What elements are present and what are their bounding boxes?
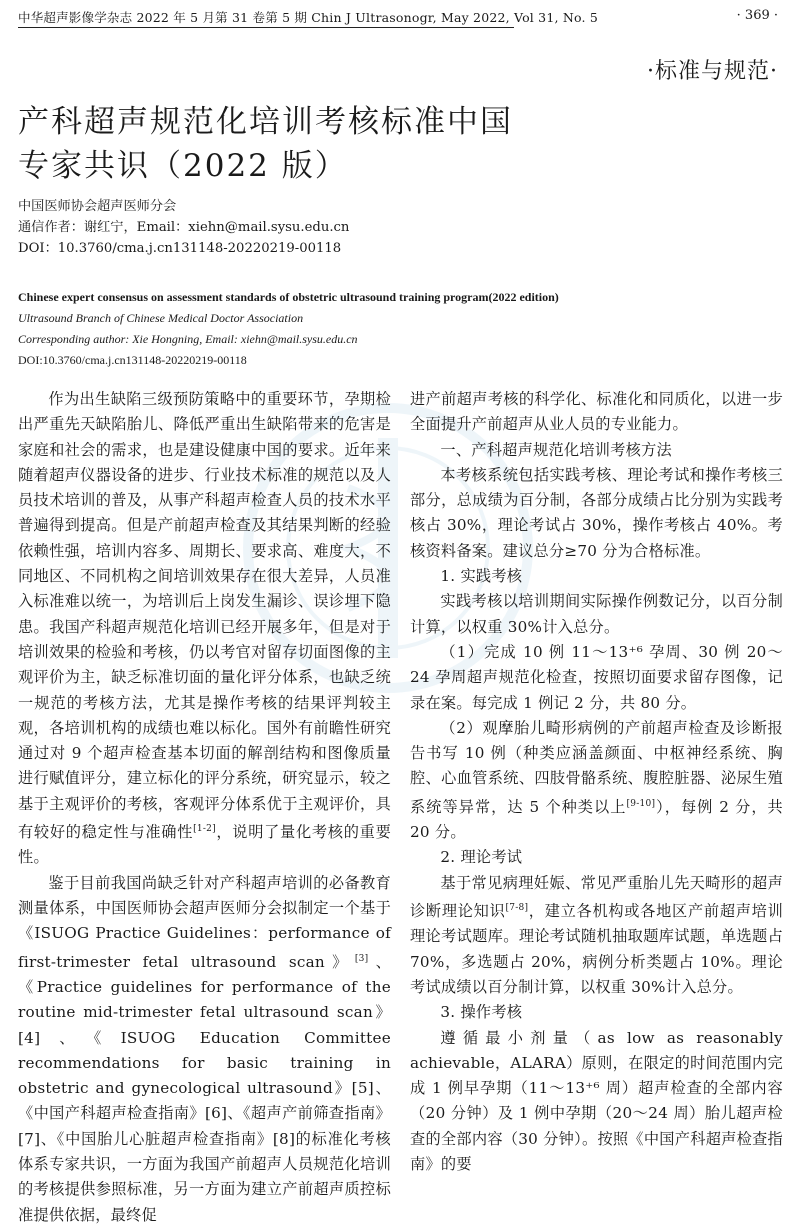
paragraph-text: 本考核系统包括实践考核、理论考试和操作考核三部分，总成绩为百分制，各部分成绩占比分别为实践考核占 30%，理论考试占 30%，操作考核占 40%。考核资料备案。建议总分≥70 分为合格标准。 xyxy=(410,465,783,560)
paragraph-text: 进产前超声考核的科学化、标准化和同质化，以进一步全面提升产前超声从业人员的专业能力。 xyxy=(410,390,783,434)
body-column-right xyxy=(410,387,783,1177)
running-header xyxy=(18,8,778,28)
english-meta xyxy=(18,287,559,371)
citation-ref: [1-2] xyxy=(193,824,216,835)
english-title: Chinese expert consensus on assessment standards of obstetric ultrasound training program(2022 edition) xyxy=(18,290,559,304)
paragraph-tail: ），每例 2 分，共 20 分。 xyxy=(410,797,783,842)
paragraph-tail: ，说明了量化考核的重要性。 xyxy=(18,823,392,867)
author-org: 中国医师协会超声医师分会 xyxy=(18,199,177,214)
paragraph-text: 2. 理论考试 xyxy=(440,848,523,867)
body-paragraph xyxy=(410,387,783,438)
citation-ref: [3] xyxy=(354,953,369,964)
paragraph-text: （1）完成 10 例 11～13⁺⁶ 孕周、30 例 20～24 孕周超声规范化检查，按照切面要求留存图像，记录在案。每完成 1 例记 2 分，共 80 分。 xyxy=(410,642,783,712)
body-paragraph xyxy=(410,463,783,564)
body-paragraph xyxy=(18,871,391,1228)
corresponding-author: 通信作者：谢红宁，Email：xiehn@mail.sysu.edu.cn xyxy=(18,220,350,235)
section-tag: ·标准与规范· xyxy=(647,59,778,84)
page-number: · 369 · xyxy=(736,8,778,23)
body-paragraph xyxy=(410,716,783,846)
body-paragraph xyxy=(410,871,783,1001)
body-paragraph xyxy=(410,564,783,589)
paragraph-text: 实践考核以培训期间实际操作例数记分，以百分制计算，以权重 30%计入总分。 xyxy=(410,592,783,636)
paragraph-text: 作为出生缺陷三级预防策略中的重要环节，孕期检出严重先天缺陷胎儿、降低严重出生缺陷带来的危害是家庭和社会的需求，也是建设健康中国的要求。近年来随着超声仪器设备的进步、行业技术标准的规范以及人员技术培训的普及，从事产科超声检查人员的技术水平普遍得到提高。但是产前超声检查及其结果判断的经验依赖性强，培训内容多、周期长、要求高、难度大，不同地区、不同机构之间培训效果存在很大差异，人员准入标准难以统一，为培训后上岗发生漏诊、误诊埋下隐患。我国产科超声规范化培训已经开展多年，但是对于培训效果的检验和考核，仍以考官对留存切面图像的主观评价为主，缺乏标准切面的量化评分体系，也缺乏统一规范的考核方法，尤其是操作考核的结果评判较主观，各培训机构的成绩也难以标化。国外有前瞻性研究通过对 9 个超声检查基本切面的解剖结构和图像质量进行赋值评分，建立标化的评分系统，研究显示，较之基于主观评价的考核，客观评分体系优于主观评价，具有较好的稳定性与准确性 xyxy=(18,390,391,842)
paragraph-tail: 、《Practice guidelines for performance of the routine mid-trimester fetal ultrasound scan》[4]、《ISUOG Education Committee recommendations for basic training in obstetric and gynecological ultrasound》[5]、《中国产科超声检查指南》[6]、《超声产前筛查指南》[7]、《中国胎儿心脏超声检查指南》[8]的标准化考核体系专家共识，一方面为我国产前超声人员规范化培训的考核提供参照标准，另一方面为建立产前超声质控标准提供依据，最终促 xyxy=(18,952,392,1224)
paragraph-text: （2）观摩胎儿畸形病例的产前超声检查及诊断报告书写 10 例（种类应涵盖颜面、中枢神经系统、胸腔、心血管系统、四肢骨骼系统、腹腔脏器、泌尿生殖系统等异常，达 5 个种类以上 xyxy=(410,718,783,816)
body-column-left xyxy=(18,387,391,1228)
body-paragraph xyxy=(410,640,783,716)
body-paragraph xyxy=(410,438,783,463)
body-paragraph xyxy=(410,1000,783,1025)
body-paragraph xyxy=(410,1026,783,1178)
english-doi: DOI:10.3760/cma.j.cn131148-20220219-00118 xyxy=(18,353,247,367)
paragraph-text: 3. 操作考核 xyxy=(440,1003,523,1022)
english-org: Ultrasound Branch of Chinese Medical Doctor Association xyxy=(18,311,304,325)
journal-citation: 中华超声影像学杂志 2022 年 5 月第 31 卷第 5 期 Chin J Ultrasonogr, May 2022, Vol 31, No. 5 xyxy=(18,10,598,25)
body-paragraph xyxy=(18,387,391,871)
header-rule xyxy=(18,27,514,28)
paragraph-text: 鉴于目前我国尚缺乏针对产科超声培训的必备教育测量体系，中国医师协会超声医师分会拟制定一个基于《ISUOG Practice Guidelines：performance of first-trimester fetal ultrasound scan》 xyxy=(18,873,391,971)
paragraph-text: 遵循最小剂量（as low as reasonably achievable，ALARA）原则，在限定的时间范围内完成 1 例早孕期（11～13⁺⁶ 周）超声检查的全部内容（20 分钟）及 1 例中孕期（20～24 周）胎儿超声检查的全部内容（30 分钟）。按照《中国产科超声检查指南》的要 xyxy=(410,1028,783,1174)
paragraph-text: 基于常见病理妊娠、常见严重胎儿先天畸形的超声诊断理论知识 xyxy=(410,873,783,921)
citation-ref: [9-10] xyxy=(626,798,656,809)
title-line-2: 专家共识（2022 版） xyxy=(18,148,348,184)
title-line-1: 产科超声规范化培训考核标准中国 xyxy=(18,104,513,140)
paragraph-text: 一、产科超声规范化培训考核方法 xyxy=(440,440,672,459)
paragraph-text: 1. 实践考核 xyxy=(440,567,523,586)
author-meta xyxy=(18,196,349,259)
doi: DOI：10.3760/cma.j.cn131148-20220219-00118 xyxy=(18,241,342,256)
english-corresponding: Corresponding author: Xie Hongning, Email: xiehn@mail.sysu.edu.cn xyxy=(18,332,358,346)
body-paragraph xyxy=(410,845,783,870)
body-paragraph xyxy=(410,589,783,640)
article-title xyxy=(18,100,513,188)
paragraph-tail: ，建立各机构或各地区产前超声培训理论考试题库。理论考试随机抽取题库试题，单选题占 70%，多选题占 20%，病例分析类题占 10%。理论考试成绩以百分制计算，以权重 30%计入总分。 xyxy=(410,902,784,996)
citation-ref: [7-8] xyxy=(505,903,529,913)
